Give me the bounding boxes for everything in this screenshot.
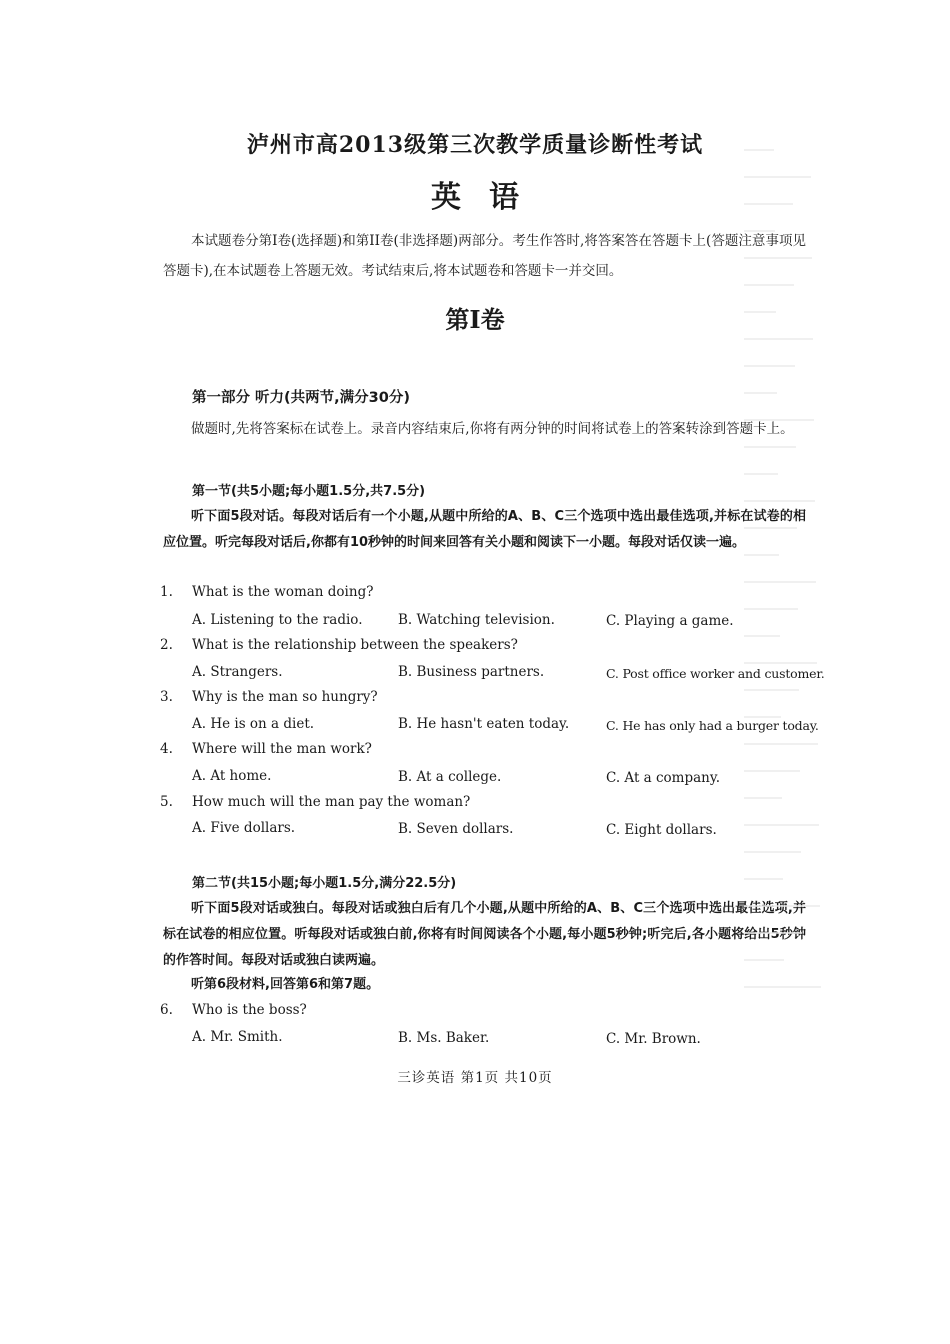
question-number: 6. bbox=[160, 1002, 173, 1018]
option-a: A. At home. bbox=[192, 768, 272, 784]
question-text: What is the woman doing? bbox=[192, 584, 374, 600]
question-text: Where will the man work? bbox=[192, 741, 372, 757]
section2-material: 听第6段材料,回答第6和第7题。 bbox=[191, 977, 380, 992]
option-b: B. Seven dollars. bbox=[398, 821, 514, 837]
option-c: C. He has only had a burger today. bbox=[606, 718, 819, 733]
subject-title: 英语 bbox=[431, 180, 547, 215]
option-b: B. He hasn't eaten today. bbox=[398, 716, 570, 732]
option-a: A. Mr. Smith. bbox=[192, 1029, 283, 1045]
question-number: 1. bbox=[160, 584, 173, 600]
option-c: C. At a company. bbox=[606, 770, 720, 786]
section1-instruction: 听下面5段对话。每段对话后有一个小题,从题中所给的A、B、C三个选项中选出最佳选项,并标在试卷的相应位置。听完每段对话后,你都有10秒钟的时间来回答有关小题和阅读下一小题。每段对话仅读一遍。 bbox=[163, 509, 806, 550]
question-number: 5. bbox=[160, 794, 173, 810]
show-through-lines bbox=[740, 140, 830, 1040]
question-number: 4. bbox=[160, 741, 173, 757]
volume-title: 第I卷 bbox=[445, 305, 505, 334]
exam-intro: 本试题卷分第I卷(选择题)和第II卷(非选择题)两部分。考生作答时,将答案答在答题卡上(答题注意事项见答题卡),在本试题卷上答题无效。考试结束后,将本试题卷和答题卡一并交回。 bbox=[163, 233, 806, 279]
question-text: How much will the man pay the woman? bbox=[192, 794, 471, 810]
page-footer: 三诊英语 第1页 共10页 bbox=[397, 1070, 553, 1086]
part1-heading: 第一部分 听力(共两节,满分30分) bbox=[192, 390, 410, 406]
option-c: C. Eight dollars. bbox=[606, 822, 717, 838]
question-text: What is the relationship between the speakers? bbox=[192, 637, 518, 653]
option-b: B. Ms. Baker. bbox=[398, 1030, 490, 1046]
option-b: B. Business partners. bbox=[398, 664, 545, 680]
option-a: A. He is on a diet. bbox=[192, 716, 315, 732]
option-a: A. Five dollars. bbox=[192, 820, 296, 836]
section1-heading: 第一节(共5小题;每小题1.5分,共7.5分) bbox=[192, 484, 426, 499]
option-a: A. Strangers. bbox=[192, 664, 283, 680]
option-b: B. At a college. bbox=[398, 769, 502, 785]
question-text: Who is the boss? bbox=[192, 1002, 307, 1018]
option-b: B. Watching television. bbox=[398, 612, 555, 628]
option-c: C. Playing a game. bbox=[606, 613, 734, 629]
section2-instruction: 听下面5段对话或独白。每段对话或独白后有几个小题,从题中所给的A、B、C三个选项中选出最佳选项,并标在试卷的相应位置。听每段对话或独白前,你将有时间阅读各个小题,每小题5秒钟;听完后,各小题将给出5秒钟的作答时间。每段对话或独白读两遍。 bbox=[163, 901, 806, 968]
option-c: C. Mr. Brown. bbox=[606, 1031, 701, 1047]
show-through-noise bbox=[740, 140, 830, 1040]
exam-title: 泸州市高2013级第三次教学质量诊断性考试 bbox=[246, 132, 704, 158]
question-number: 2. bbox=[160, 637, 173, 653]
question-number: 3. bbox=[160, 689, 173, 705]
question-text: Why is the man so hungry? bbox=[192, 689, 378, 705]
part1-instruction: 做题时,先将答案标在试卷上。录音内容结束后,你将有两分钟的时间将试卷上的答案转涂到答题卡上。 bbox=[191, 421, 794, 437]
section2-heading: 第二节(共15小题;每小题1.5分,满分22.5分) bbox=[192, 876, 457, 891]
option-c: C. Post office worker and customer. bbox=[606, 666, 825, 681]
option-a: A. Listening to the radio. bbox=[192, 612, 363, 628]
